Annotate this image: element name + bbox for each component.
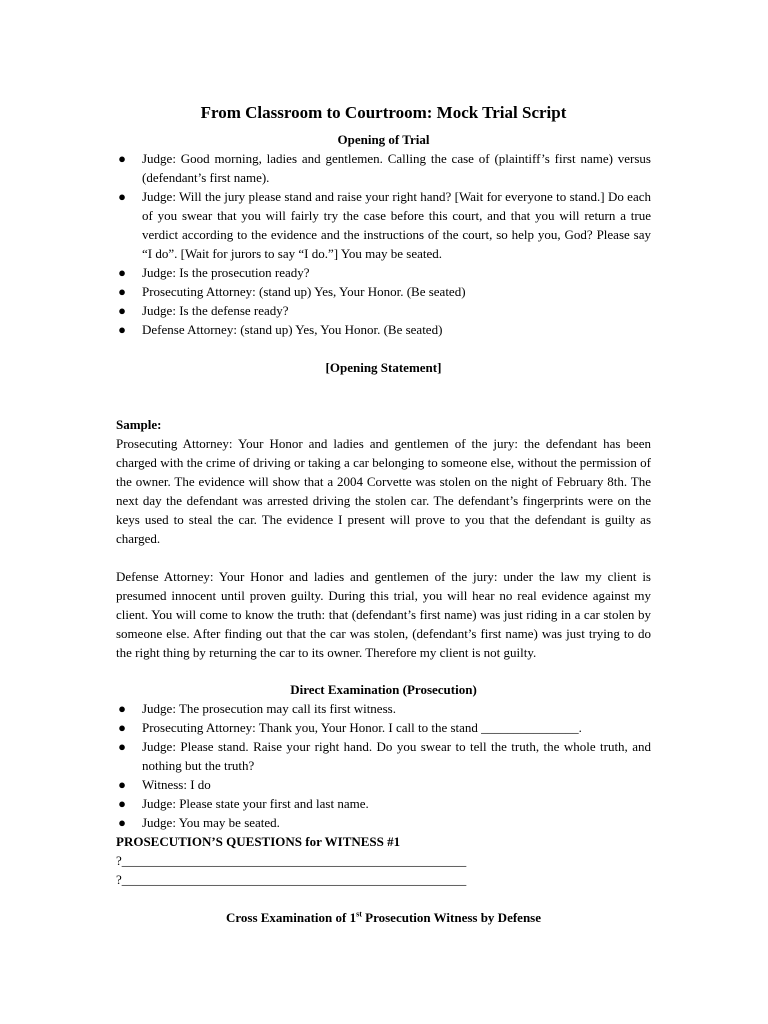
list-item	[116, 737, 651, 775]
direct-examination-heading: Direct Examination (Prosecution)	[290, 682, 477, 697]
list-item	[116, 320, 651, 339]
bullet-icon: ●	[118, 739, 126, 754]
cross-heading-superscript: st	[356, 909, 362, 919]
document-content	[116, 101, 651, 927]
bullet-icon: ●	[118, 796, 126, 811]
question-line: ?_____________________________________________________	[116, 853, 467, 868]
question-line: ?_____________________________________________________	[116, 872, 467, 887]
list-item-text: Witness: I do	[142, 777, 211, 792]
bullet-icon: ●	[118, 701, 126, 716]
bullet-icon: ●	[118, 815, 126, 830]
bullet-icon: ●	[118, 189, 126, 204]
prosecution-opening-paragraph: Prosecuting Attorney: Your Honor and ladies and gentlemen of the jury: the defendant has been charged with the crime of driving or taking a car belonging to someone else, without the permission of the owner. The evidence will show that a 2004 Corvette was stolen on the night of February 8th. The next day the defendant was arrested driving the stolen car. The defendant’s fingerprints were on the keys used to steal the car. The evidence I present will prove to you that the defendant is guilty as charged.	[116, 436, 651, 546]
document-title: From Classroom to Courtroom: Mock Trial Script	[200, 103, 567, 122]
prosecution-questions-heading: PROSECUTION’S QUESTIONS for WITNESS #1	[116, 834, 401, 849]
list-item-text: Prosecuting Attorney: (stand up) Yes, Your Honor. (Be seated)	[142, 284, 466, 299]
list-item-text: Judge: Please stand. Raise your right hand. Do you swear to tell the truth, the whole truth, and nothing but the truth?	[142, 739, 651, 773]
defense-opening-paragraph: Defense Attorney: Your Honor and ladies and gentlemen of the jury: under the law my client is presumed innocent until proven guilty. During this trial, you will hear no real evidence against my client. You will come to know the truth: that (defendant’s first name) was just riding in a car stolen by someone else. After finding out that the car was stolen, (defendant’s first name) was just trying to do the right thing by returning the car to its owner. Therefore my client is not guilty.	[116, 569, 651, 660]
list-item	[116, 718, 651, 737]
list-item-text: Judge: The prosecution may call its first witness.	[142, 701, 396, 716]
bullet-icon: ●	[118, 151, 126, 166]
sample-label: Sample:	[116, 417, 162, 432]
list-item-text: Judge: You may be seated.	[142, 815, 280, 830]
bullet-icon: ●	[118, 265, 126, 280]
list-item	[116, 282, 651, 301]
list-item-text: Judge: Please state your first and last name.	[142, 796, 369, 811]
list-item	[116, 794, 651, 813]
bullet-icon: ●	[118, 720, 126, 735]
bullet-icon: ●	[118, 303, 126, 318]
list-item	[116, 263, 651, 282]
list-item	[116, 813, 651, 832]
cross-examination-heading	[116, 908, 651, 927]
list-item	[116, 301, 651, 320]
list-item-text: Judge: Is the prosecution ready?	[142, 265, 310, 280]
list-item-text: Prosecuting Attorney: Thank you, Your Honor. I call to the stand _______________.	[142, 720, 582, 735]
opening-statement-heading: [Opening Statement]	[325, 360, 442, 375]
list-item-text: Defense Attorney: (stand up) Yes, You Honor. (Be seated)	[142, 322, 443, 337]
list-item	[116, 187, 651, 263]
list-item	[116, 699, 651, 718]
opening-of-trial-heading: Opening of Trial	[337, 132, 430, 147]
direct-examination-list	[116, 699, 651, 832]
list-item-text: Judge: Good morning, ladies and gentlemen. Calling the case of (plaintiff’s first name) versus (defendant’s first name).	[142, 151, 651, 185]
cross-heading-text: Cross Examination of 1	[225, 910, 357, 925]
bullet-icon: ●	[118, 777, 126, 792]
bullet-icon: ●	[118, 284, 126, 299]
list-item-text: Judge: Is the defense ready?	[142, 303, 289, 318]
bullet-icon: ●	[118, 322, 126, 337]
list-item	[116, 775, 651, 794]
opening-list	[116, 149, 651, 339]
list-item-text: Judge: Will the jury please stand and raise your right hand? [Wait for everyone to stand.] Do each of you swear that you will fairly try the case before this court, and that you will return a true verdict according to the evidence and the instructions of the court, so help you, God? Please say “I do”. [Wait for jurors to say “I do.”] You may be seated.	[142, 189, 651, 261]
cross-heading-text-end: Prosecution Witness by Defense	[361, 910, 542, 925]
list-item	[116, 149, 651, 187]
